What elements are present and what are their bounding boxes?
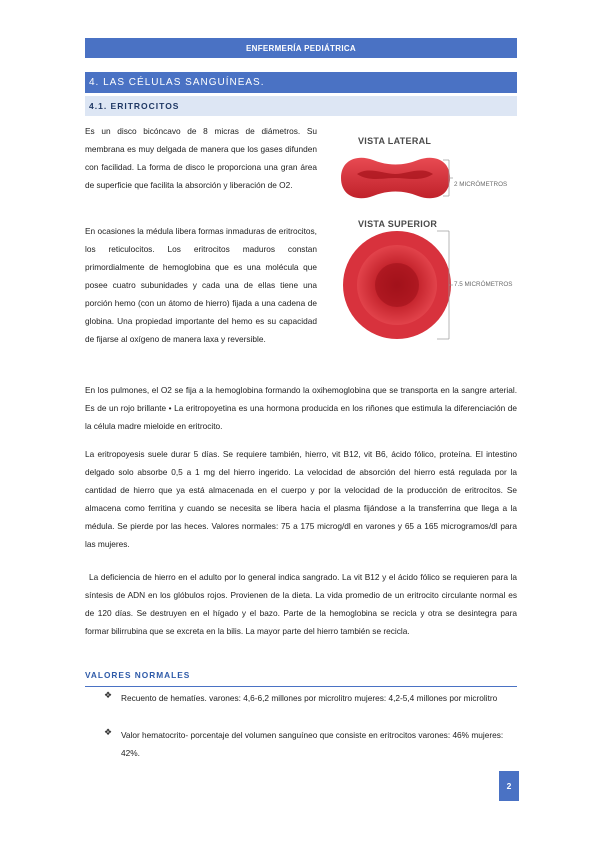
- subsection-title: 4.1. ERITROCITOS: [89, 101, 180, 111]
- page-number-label: 2: [506, 781, 512, 791]
- lateral-dimension: 2 MICRÓMETROS: [454, 181, 508, 188]
- diamond-bullet-icon: ❖: [104, 727, 113, 737]
- valores-heading: VALORES NORMALES: [85, 670, 191, 680]
- section-title: 4. LAS CÉLULAS SANGUÍNEAS.: [89, 77, 265, 88]
- page-number: [499, 771, 519, 801]
- running-header: [85, 38, 517, 58]
- paragraph-3: En los pulmones, el O2 se fija a la hemoglobina formando la oxihemoglobina que se transporta en la sangre arterial. Es de un rojo brillante • La eritropoyetina es una hormona producida en los riñones que estimula la diferenciación de la célula madre mieloide en eritrocito.: [85, 385, 517, 431]
- top-view-title: VISTA SUPERIOR: [358, 219, 438, 229]
- paragraph-4: La eritropoyesis suele durar 5 días. Se requiere también, hierro, vit B12, vit B6, ácido fólico, proteína. El intestino delgado solo absorbe 0,5 a 1 mg del hierro ingerido. La velocidad de absorción del hierro está regulada por la cantidad de hierro que ya está almacenada en el cuerpo y por la velocidad de la producción de eritrocitos. Se almacena como ferritina y cuando se necesita se libera hacia el plasma fijándose a la transferrina que llega a la médula. Se pierde por las heces. Valores normales: 75 a 175 microg/dl en varones y 65 a 165 microgramos/dl para las mujeres.: [85, 449, 517, 549]
- lateral-view-title: VISTA LATERAL: [358, 136, 432, 146]
- top-view-cell: [343, 231, 451, 339]
- lateral-cell: [341, 158, 450, 199]
- erythrocyte-figure: [333, 130, 523, 360]
- diamond-bullet-icon: ❖: [104, 690, 113, 700]
- section-heading: [85, 72, 517, 93]
- paragraph-1: Es un disco bicóncavo de 8 micras de diámetros. Su membrana es muy delgada de manera que los gases difunden con facilidad. La forma de disco le proporciona una gran área de superficie que facilita la absorción y liberación de O2.: [85, 126, 317, 190]
- header-title: ENFERMERÍA PEDIÁTRICA: [245, 43, 356, 53]
- top-dimension: 7.5 MICRÓMETROS: [454, 281, 513, 288]
- valores-item: Recuento de hematíes. varones: 4,6-6,2 millones por microlitro mujeres: 4,2-5,4 millones por microlitro: [121, 693, 498, 703]
- paragraph-2: En ocasiones la médula libera formas inmaduras de eritrocitos, los reticulocitos. Los eritrocitos maduros constan primordialmente de hemoglobina que es una molécula que posee cuatro subunidades y cada una de ellas tiene una porción hemo (con un átomo de hierro) fijada a una cadena de globina. Una propiedad importante del hemo es su capacidad de fijarse al oxígeno de manera laxa y reversible.: [85, 226, 317, 344]
- subsection-heading: [85, 96, 517, 116]
- valores-item: Valor hematocrito- porcentaje del volumen sanguíneo que consiste en eritrocitos varones: 46% mujeres: 42%.: [121, 730, 504, 758]
- paragraph-5: La deficiencia de hierro en el adulto por lo general indica sangrado. La vit B12 y el ácido fólico se requieren para la síntesis de ADN en los glóbulos rojos. Provienen de la dieta. La vida promedio de un eritrocito circulante normal es de 120 días. Se destruyen en el hígado y el bazo. Parte de la hemoglobina se recicla y otra se desintegra para formar bilirrubina que se excreta en la bilis. La mayor parte del hierro también se recicla.: [85, 572, 517, 636]
- valores-divider: [85, 686, 517, 687]
- erythrocyte-illustration: [333, 130, 523, 360]
